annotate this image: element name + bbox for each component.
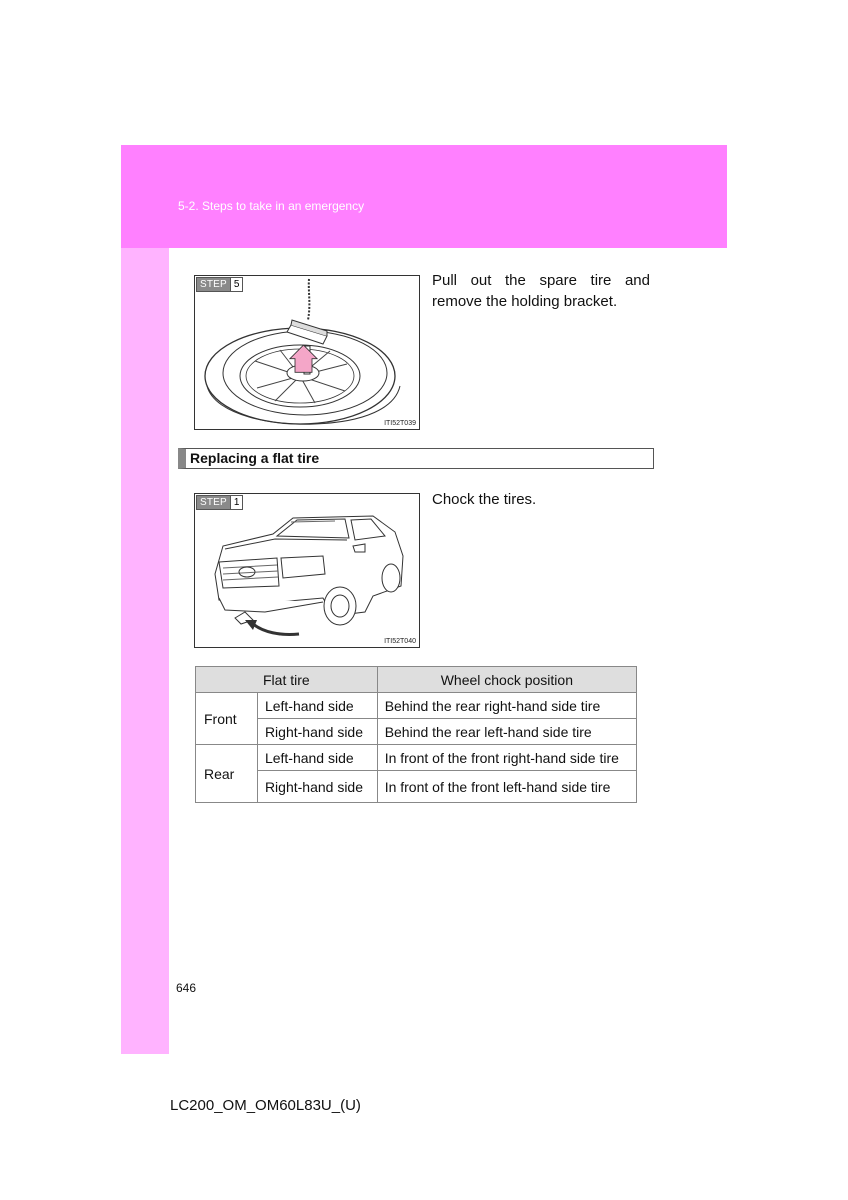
step-badge <box>196 277 243 292</box>
step-number: 5 <box>230 278 243 291</box>
position-cell: In front of the front left-hand side tire <box>377 771 636 803</box>
side-cell: Right-hand side <box>257 771 377 803</box>
side-color-strip <box>121 248 169 1054</box>
side-cell: Left-hand side <box>257 693 377 719</box>
table-row <box>196 745 637 771</box>
page-number: 646 <box>176 981 197 995</box>
spare-tire-illustration <box>195 276 421 431</box>
side-cell: Left-hand side <box>257 745 377 771</box>
header-flat-tire: Flat tire <box>196 667 378 693</box>
step5-instruction: Pull out the spare tire and remove the holding bracket. <box>432 272 650 310</box>
section-title: 5-2. Steps to take in an emergency <box>178 199 365 213</box>
vehicle-illustration <box>195 494 421 649</box>
table-header-row <box>196 667 637 693</box>
table-row <box>196 771 637 803</box>
table-row <box>196 693 637 719</box>
side-cell: Right-hand side <box>257 719 377 745</box>
step-label: STEP <box>197 496 230 509</box>
position-cell: Behind the rear right-hand side tire <box>377 693 636 719</box>
document-code: LC200_OM_OM60L83U_(U) <box>170 1097 361 1114</box>
header-wheel-chock-position: Wheel chock position <box>377 667 636 693</box>
position-cell: In front of the front right-hand side tire <box>377 745 636 771</box>
step-number: 1 <box>230 496 243 509</box>
table-row <box>196 719 637 745</box>
figure-code: ITI52T040 <box>384 638 416 645</box>
wheel-chock-table <box>195 666 637 803</box>
group-front: Front <box>196 693 258 745</box>
chapter-header-band <box>121 145 727 248</box>
figure-code: ITI52T039 <box>384 420 416 427</box>
group-rear: Rear <box>196 745 258 803</box>
step-badge <box>196 495 243 510</box>
wheel-chock-figure <box>194 493 420 648</box>
spare-tire-figure <box>194 275 420 430</box>
step-label: STEP <box>197 278 230 291</box>
position-cell: Behind the rear left-hand side tire <box>377 719 636 745</box>
subheading-replacing-flat-tire: Replacing a flat tire <box>178 448 654 469</box>
step1-instruction: Chock the tires. <box>432 491 537 508</box>
